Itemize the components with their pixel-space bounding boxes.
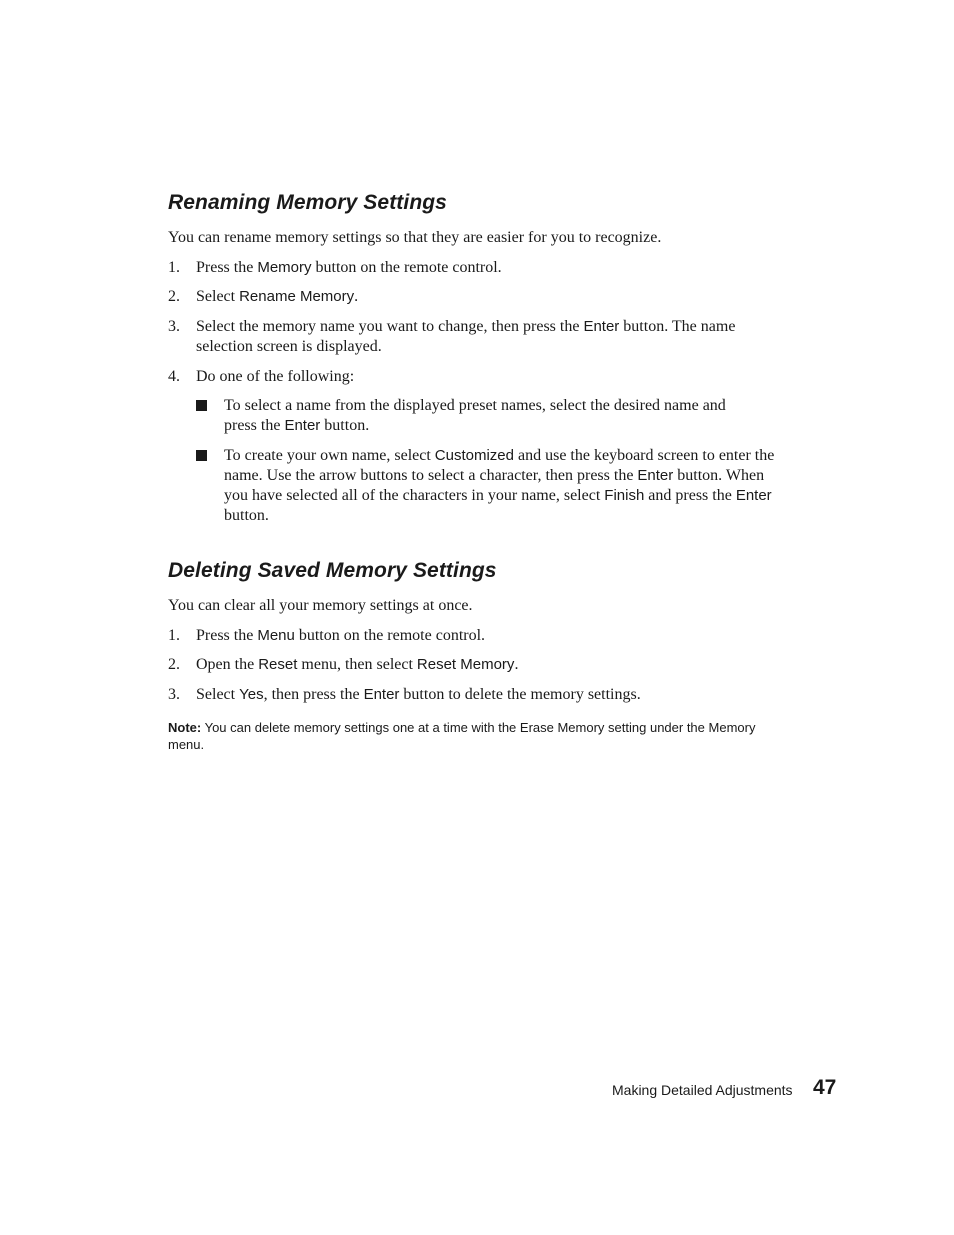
step-item: [168, 317, 788, 357]
note-label: Note:: [168, 720, 202, 735]
step-number: 2.: [168, 656, 180, 673]
ui-term: Enter: [583, 318, 620, 335]
step-item: [168, 258, 788, 278]
ui-term: Finish: [604, 487, 645, 504]
step-number: 3.: [168, 318, 180, 335]
ui-term: Reset: [258, 656, 298, 673]
section-heading-renaming: Renaming Memory Settings: [168, 191, 447, 214]
step-item: [168, 685, 788, 705]
page-number: 47: [813, 1076, 837, 1099]
bullet-text: To select a name from the displayed preset names, select the desired name and press the Enter button.: [224, 397, 726, 434]
ui-term: Customized: [434, 447, 514, 464]
ui-term: Memory: [257, 259, 312, 276]
step-text: Do one of the following:: [196, 368, 355, 385]
ui-term: Enter: [637, 467, 674, 484]
bullet-item: [196, 446, 788, 526]
ui-term: Reset Memory: [416, 656, 515, 673]
ui-term: Enter: [363, 686, 400, 703]
step-item: [168, 367, 788, 387]
ui-term: Rename Memory: [239, 288, 355, 305]
step-item: [168, 655, 788, 675]
intro-paragraph: You can rename memory settings so that they are easier for you to recognize.: [168, 229, 662, 246]
step-number: 2.: [168, 288, 180, 305]
step-number: 1.: [168, 627, 180, 644]
bullet-text: To create your own name, select Customized and use the keyboard screen to enter the name. Use the arrow buttons to select a character, then press the Enter button. When you have selected all of the characters in your name, select Finish and press the Enter button.: [224, 447, 775, 524]
ui-term: Yes: [239, 686, 264, 703]
intro-paragraph: You can clear all your memory settings at once.: [168, 597, 473, 614]
ui-term: Menu: [257, 627, 295, 644]
step-item: [168, 626, 788, 646]
step-number: 4.: [168, 368, 180, 385]
step-text: Press the Memory button on the remote control.: [196, 259, 502, 276]
step-text: Open the Reset menu, then select Reset Memory.: [196, 656, 519, 673]
bullet-item: [196, 396, 756, 436]
step-number: 1.: [168, 259, 180, 276]
step-text: Select the memory name you want to change, then press the Enter button. The name selection screen is displayed.: [196, 318, 736, 355]
step-text: Press the Menu button on the remote control.: [196, 627, 486, 644]
step-number: 3.: [168, 686, 180, 703]
ui-term: Enter: [735, 487, 772, 504]
step-text: Select Rename Memory.: [196, 288, 359, 305]
ui-term: Erase Memory: [519, 720, 605, 735]
bullet-square-icon: [196, 450, 207, 461]
step-item: [168, 287, 788, 307]
section-heading-deleting: Deleting Saved Memory Settings: [168, 559, 497, 582]
step-text: Select Yes, then press the Enter button to delete the memory settings.: [196, 686, 641, 703]
bullet-square-icon: [196, 400, 207, 411]
footer-chapter-title: Making Detailed Adjustments: [612, 1082, 793, 1098]
ui-term: Memory: [708, 720, 756, 735]
ui-term: Enter: [284, 417, 321, 434]
note-block: Note: You can delete memory settings one at a time with the Erase Memory setting under the Memory menu.: [168, 720, 756, 752]
